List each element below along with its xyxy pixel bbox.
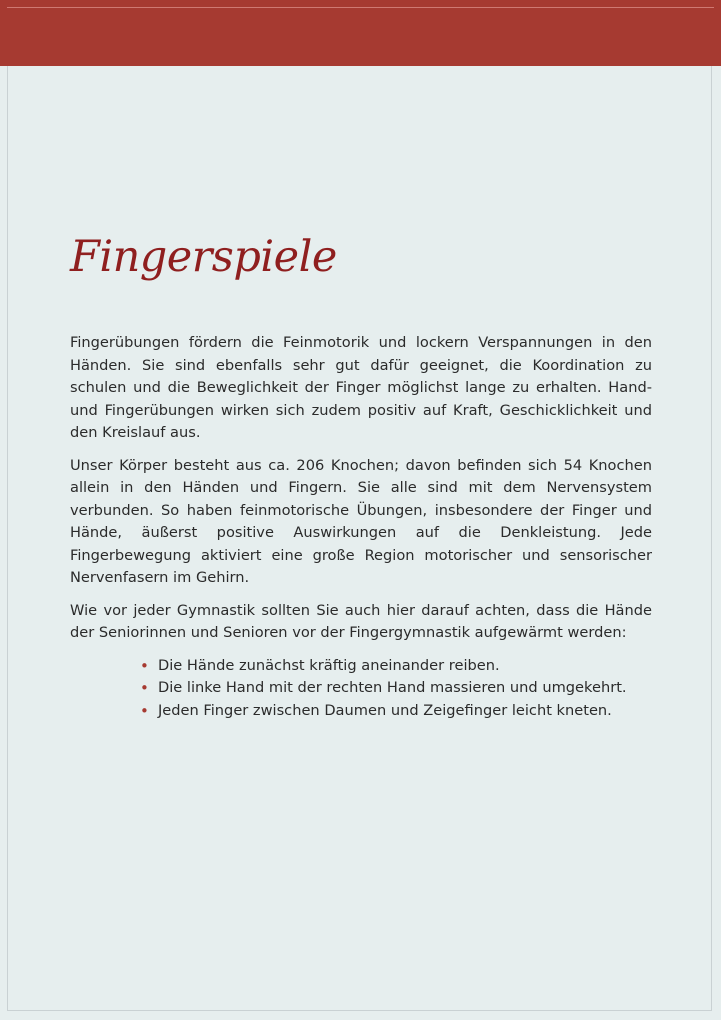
page-title: Fingerspiele: [70, 232, 337, 282]
bullet-dot-icon: •: [140, 701, 149, 720]
header-divider: [7, 7, 714, 8]
warmup-paragraph: Wie vor jeder Gymnastik sollten Sie auch hier darauf achten, dass die Hände der Seniorinnen und Senioren vor der Fingergymnastik aufgewärmt werden:: [70, 601, 652, 641]
header-band: [0, 0, 721, 66]
article-content: [70, 228, 652, 722]
warmup-list: [70, 655, 652, 723]
list-item: [140, 655, 652, 678]
list-item-text: Die linke Hand mit der rechten Hand massieren und umgekehrt.: [158, 679, 627, 696]
intro-paragraph: Fingerübungen fördern die Feinmotorik und lockern Verspannungen in den Händen. Sie sind ebenfalls sehr gut dafür geeignet, die Koordination zu schulen und die Beweglichkeit der Finger möglichst lange zu erhalten. Hand- und Fingerübungen wirken sich zudem positiv auf Kraft, Geschicklichkeit und den Kreislauf aus.: [70, 334, 652, 441]
list-item: [140, 700, 652, 723]
list-item-text: Jeden Finger zwischen Daumen und Zeigefinger leicht kneten.: [158, 701, 612, 719]
list-item: [140, 677, 652, 700]
list-item-text: Die Hände zunächst kräftig aneinander reiben.: [158, 656, 500, 674]
bullet-dot-icon: •: [140, 679, 149, 697]
bullet-dot-icon: •: [140, 656, 149, 675]
bones-paragraph: Unser Körper besteht aus ca. 206 Knochen; davon befinden sich 54 Knochen allein in den Händen und Fingern. Sie alle sind mit dem Nervensystem verbunden. So haben feinmotorische Übungen, insbesondere der Finger und Hände, äußerst positive Auswirkungen auf die Denkleistung. Jede Fingerbewegung aktiviert eine große Region motorischer und sensorischer Nervenfasern im Gehirn.: [70, 456, 652, 586]
